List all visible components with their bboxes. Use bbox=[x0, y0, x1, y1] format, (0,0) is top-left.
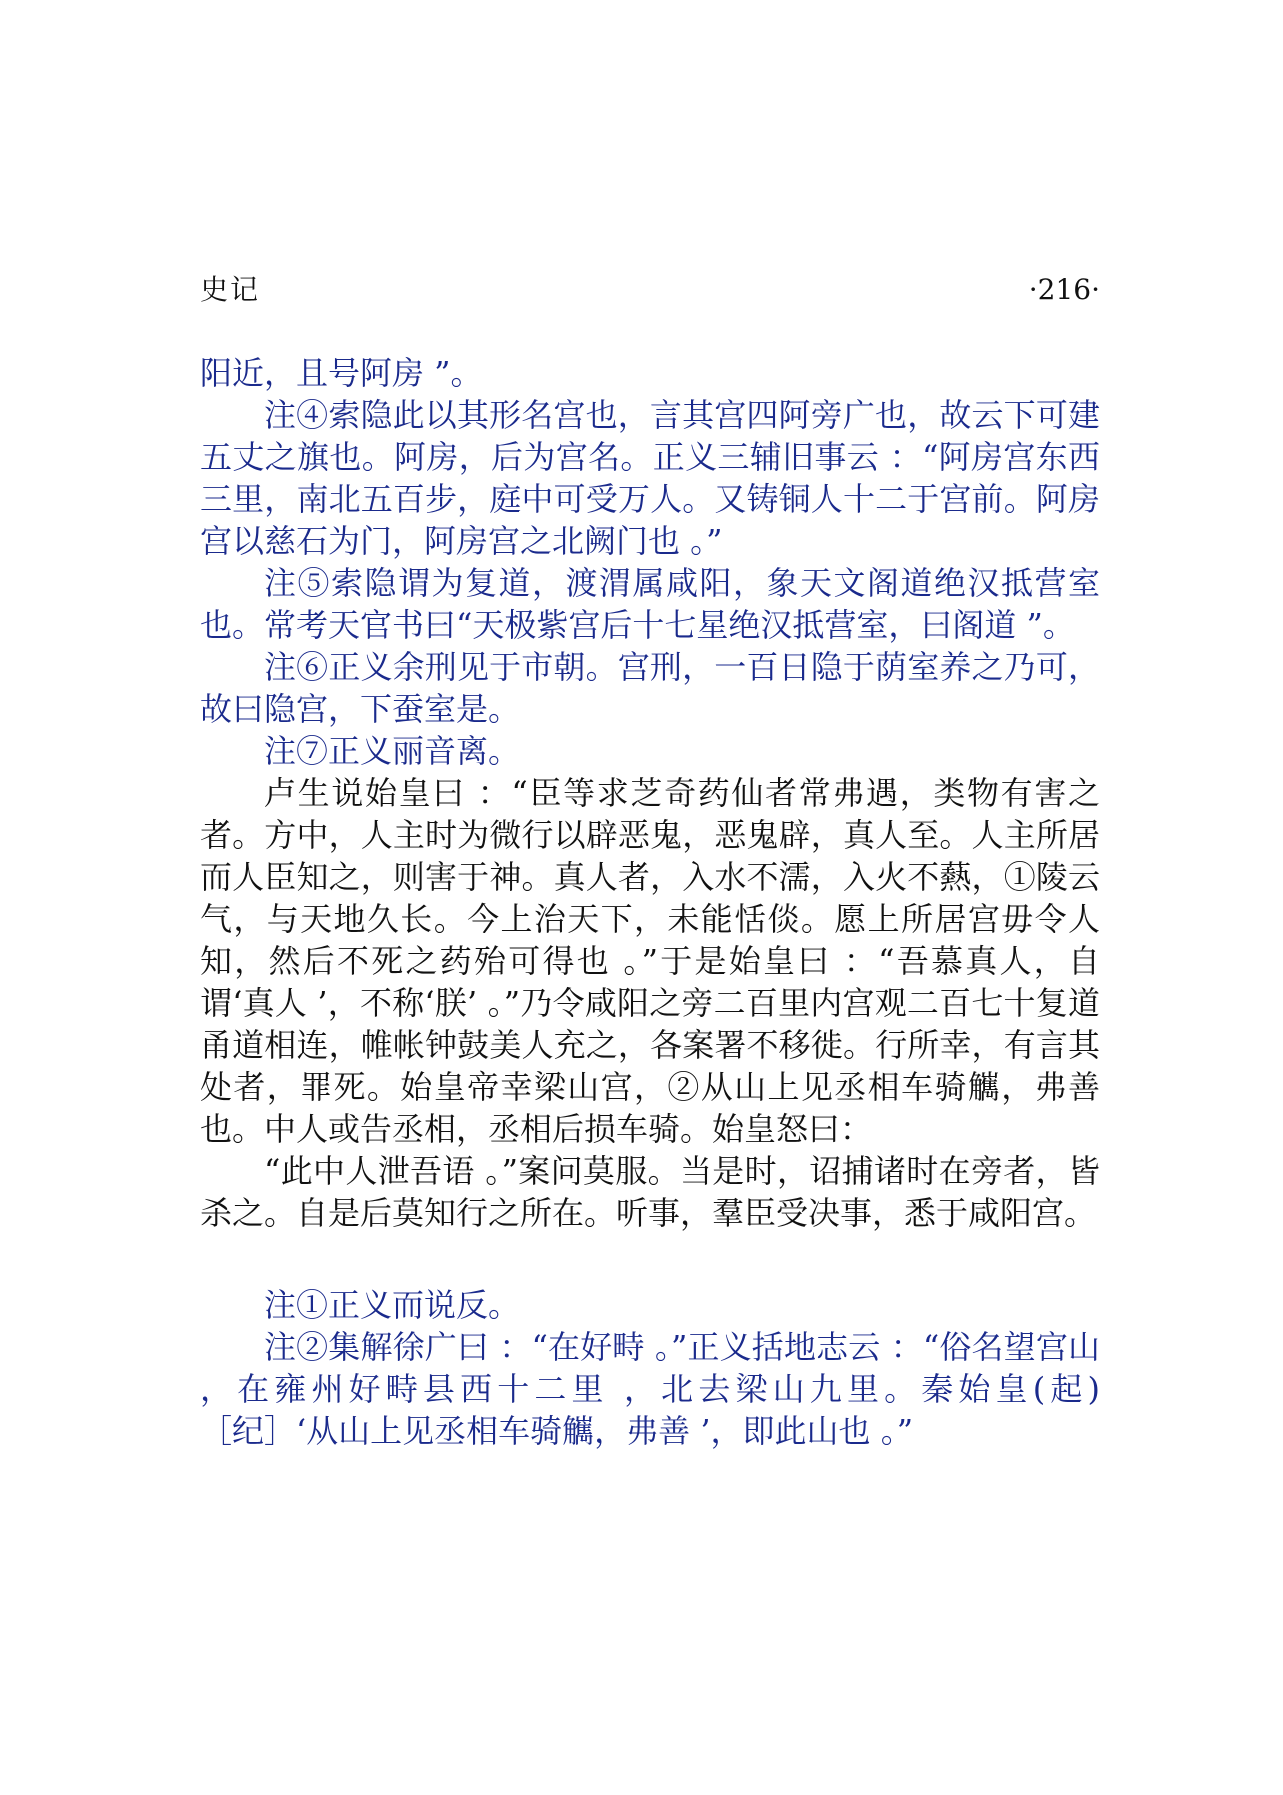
book-title: 史记 bbox=[200, 273, 261, 306]
paragraph-note-4: 注④索隐此以其形名宫也，言其宫四阿旁广也，故云下可建五丈之旗也。阿房，后为宫名。正义三辅旧事云 ：“阿房宫东西三里，南北五百步，庭中可受万人。又铸铜人十二于宫前。阿房宫以慈石为门，阿房宫之北阙门也 。” bbox=[200, 396, 1100, 560]
paragraph-note-1-bottom: 注①正义而说反。 bbox=[264, 1286, 521, 1324]
page-body bbox=[200, 352, 1100, 1452]
page-header bbox=[200, 272, 1100, 316]
page-number: ·216· bbox=[1028, 273, 1100, 306]
paragraph-main-continuation: “此中人泄吾语 。”案问莫服。当是时，诏捕诸时在旁者，皆杀之。自是后莫知行之所在。听事，羣臣受决事，悉于咸阳宫。 bbox=[200, 1152, 1100, 1232]
paragraph-note-7: 注⑦正义丽音离。 bbox=[264, 732, 521, 770]
paragraph-note-6: 注⑥正义余刑见于市朝。宫刑，一百日隐于荫室养之乃可，故曰隐宫，下蚕室是。 bbox=[200, 648, 1100, 728]
paragraph-main-lu-sheng: 卢生说始皇曰 ：“臣等求芝奇药仙者常弗遇，类物有害之者。方中，人主时为微行以辟恶鬼，恶鬼辟，真人至。人主所居而人臣知之，则害于神。真人者，入水不濡，入火不爇，①陵云气，与天地久长。今上治天下，未能恬倓。愿上所居宫毋令人知，然后不死之药殆可得也 。”于是始皇曰 ：“吾慕真人，自谓‘真人 ’，不称‘朕’ 。”乃令咸阳之旁二百里内宫观二百七十复道甬道相连，帷帐钟鼓美人充之，各案署不移徙。行所幸，有言其处者，罪死。始皇帝幸梁山宫，②从山上见丞相车骑觽，弗善也。中人或告丞相，丞相后损车骑。始皇怒曰： bbox=[200, 774, 1100, 1148]
section-gap bbox=[200, 1234, 1100, 1284]
paragraph-note-continuation: 阳近，且号阿房 ”。 bbox=[200, 354, 483, 392]
paragraph-note-2-bottom: 注②集解徐广曰 ：“在好畤 。”正义括地志云 ：“俗名望宫山 ，在雍州好畤县西十二里 ，北去梁山九里。秦始皇(起)［纪］‘从山上见丞相车骑觽，弗善 ’，即此山也 。” bbox=[200, 1328, 1100, 1450]
paragraph-note-5: 注⑤索隐谓为复道，渡渭属咸阳，象天文阁道绝汉抵营室也。常考天官书曰“天极紫宫后十七星绝汉抵营室，曰阁道 ”。 bbox=[200, 564, 1100, 644]
